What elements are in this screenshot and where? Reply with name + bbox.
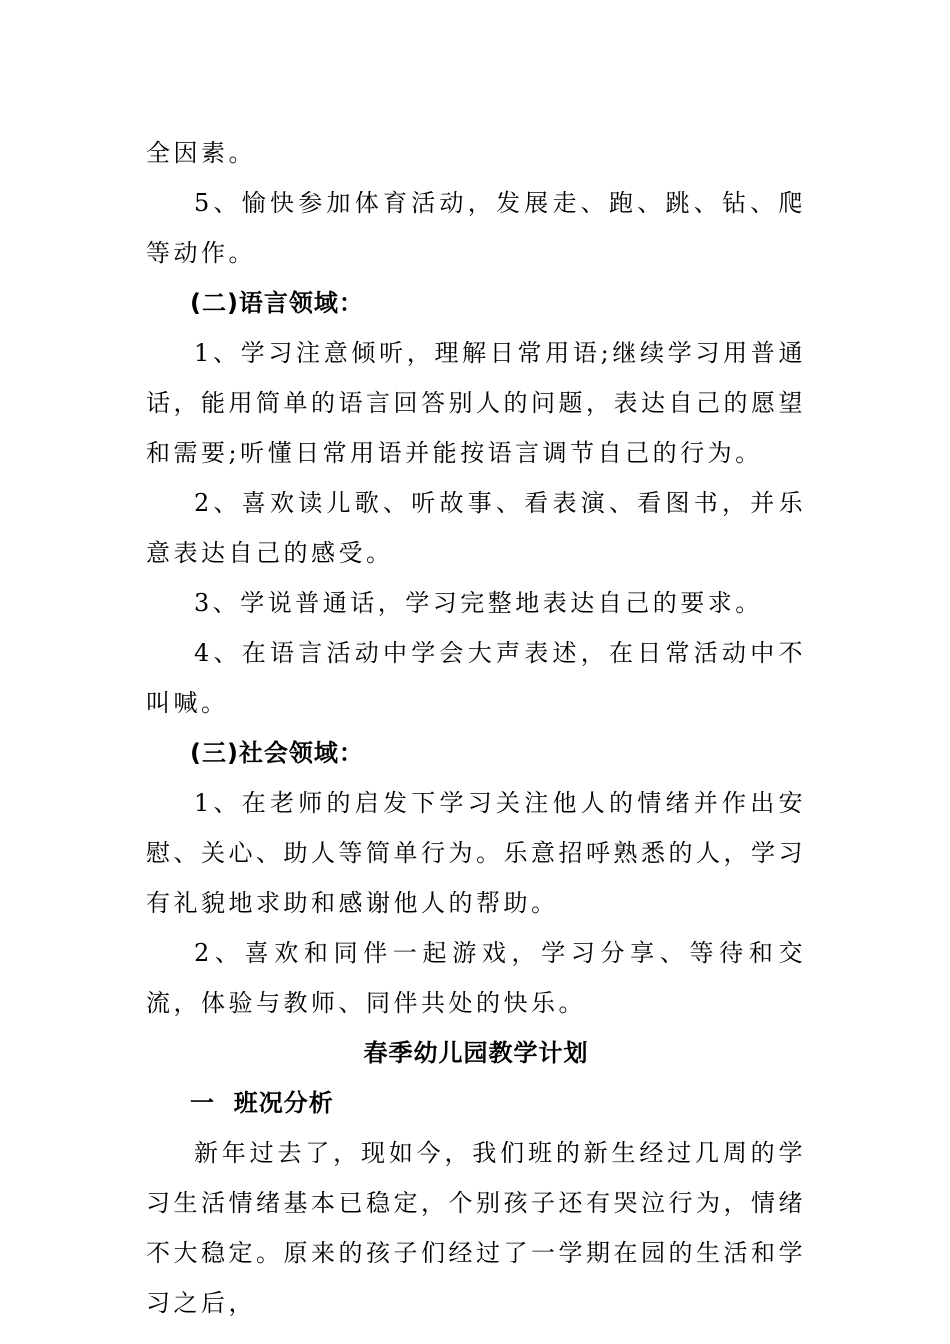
document-page [146,128,806,1328]
document-title: 春季幼儿园教学计划 [363,1039,589,1067]
paragraph-social-1: 1、在老师的启发下学习关注他人的情绪并作出安慰、关心、助人等简单行为。乐意招呼熟悉的人，学习有礼貌地求助和感谢他人的帮助。 [146,789,806,917]
section-heading-language: (二)语言领域： [190,289,364,317]
paragraph-language-1: 1、学习注意倾听，理解日常用语;继续学习用普通话，能用简单的语言回答别人的问题，表达自己的愿望和需要;听懂日常用语并能按语言调节自己的行为。 [146,339,806,467]
paragraph-continuation: 全因素。 [146,139,256,167]
paragraph-class-analysis: 新年过去了，现如今，我们班的新生经过几周的学习生活情绪基本已稳定，个别孩子还有哭泣行为，情绪不大稳定。原来的孩子们经过了一学期在园的生活和学习之后， [146,1139,806,1317]
paragraph-language-3: 3、学说普通话，学习完整地表达自己的要求。 [194,589,763,617]
paragraph-language-2: 2、喜欢读儿歌、听故事、看表演、看图书，并乐意表达自己的感受。 [146,489,806,567]
section-heading-class-analysis: 一 班况分析 [190,1089,334,1117]
paragraph-social-2: 2、喜欢和同伴一起游戏，学习分享、等待和交流，体验与教师、同伴共处的快乐。 [146,939,806,1017]
paragraph-item-5: 5、愉快参加体育活动，发展走、跑、跳、钻、爬等动作。 [146,189,806,267]
section-heading-social: (三)社会领域： [190,739,364,767]
paragraph-language-4: 4、在语言活动中学会大声表述，在日常活动中不叫喊。 [146,639,806,717]
